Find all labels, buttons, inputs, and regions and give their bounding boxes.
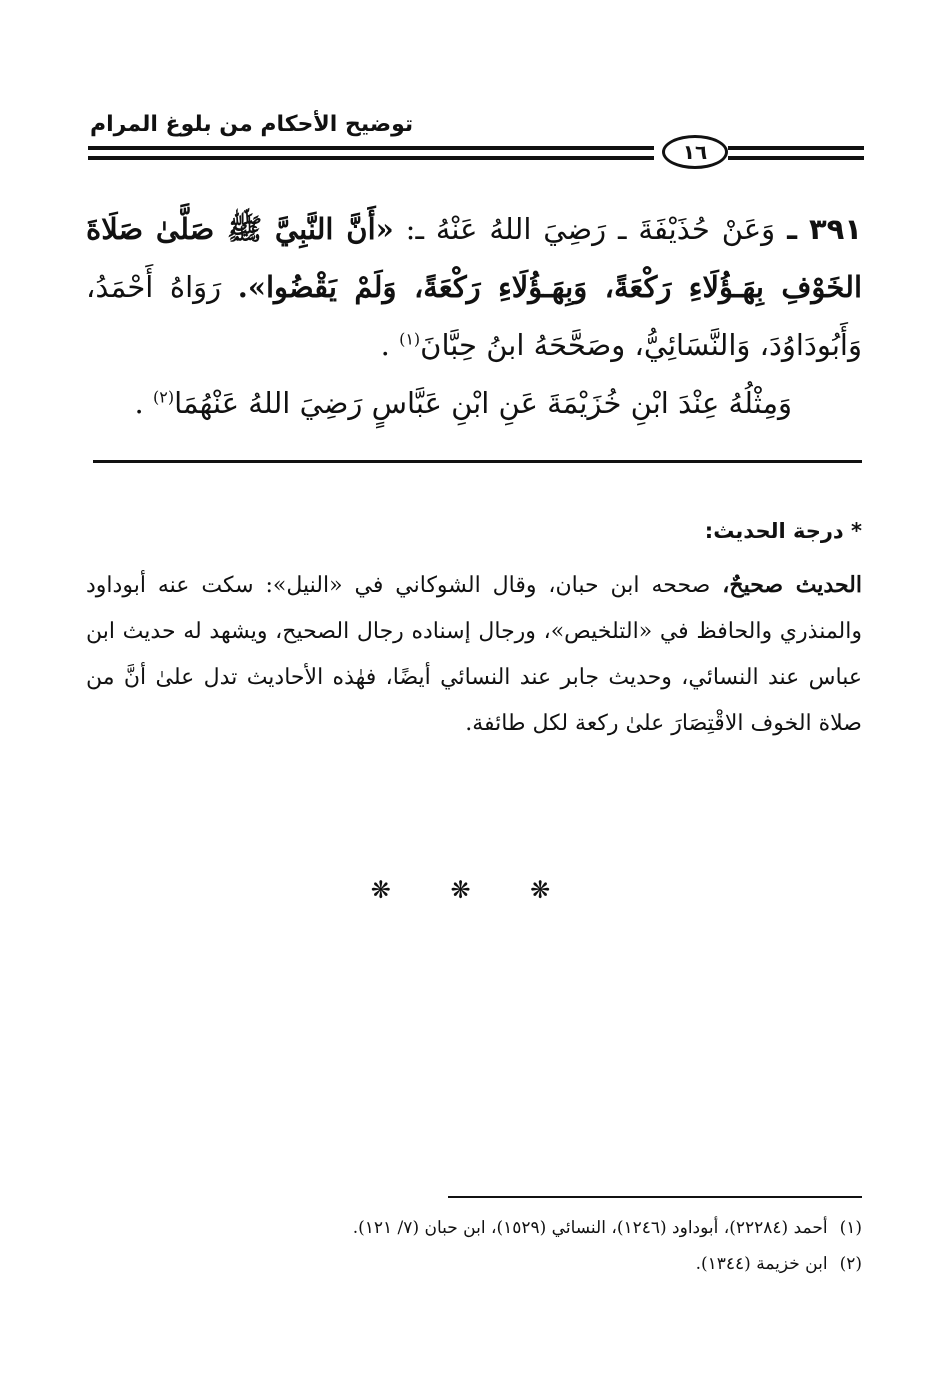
footnote-text: أحمد (٢٢٢٨٤)، أبوداود (١٢٤٦)، النسائي (١٥٢٩)، ابن حبان (٧/ ١٢١). — [352, 1218, 828, 1238]
section-divider — [93, 460, 862, 463]
hadith-number: ٣٩١ — [808, 212, 863, 246]
grade-heading: * درجة الحديث: — [704, 519, 862, 543]
hadith-intro: وَعَنْ حُذَيْفَةَ ـ رَضِيَ اللهُ عَنْهُ ـ: — [405, 212, 776, 246]
grade-lead: الحديث صحيحٌ، — [722, 572, 862, 598]
hadith-text — [86, 200, 862, 432]
footnote-1 — [86, 1210, 862, 1246]
page-number: ١٦ — [662, 135, 728, 169]
footnote-ref-2[interactable]: (٢) — [152, 387, 175, 407]
footnote-2 — [86, 1246, 862, 1282]
hadith-grade-section — [86, 508, 862, 747]
footnotes — [86, 1210, 862, 1282]
footnote-rule — [448, 1196, 862, 1198]
header-rule-top — [88, 146, 864, 150]
hadith-narration: رَوَاهُ أَحْمَدُ، وَأَبُودَاوُدَ، وَالنَّسَائِيُّ، وصَحَّحَهُ ابنُ حِبَّانَ — [86, 270, 862, 362]
hadith-quote: «أَنَّ النَّبِيَّ ﷺ صَلَّىٰ صَلَاةَ الخَوْفِ بِهَـؤُلَاءِ رَكْعَةً، وَبِهَـؤُلَاءِ رَكْعَةً، وَلَمْ يَقْضُوا». — [86, 212, 862, 304]
section-separator-stars: ❋ ❋ ❋ — [370, 876, 577, 904]
hadith-paragraph — [86, 200, 862, 374]
grade-body — [86, 562, 862, 747]
footnote-number: (١) — [839, 1218, 862, 1238]
footnote-ref-1[interactable]: (١) — [399, 329, 421, 349]
running-header-title: توضيح الأحكام من بلوغ المرام — [90, 112, 414, 137]
header-rule-bottom — [88, 156, 864, 160]
hadith-paragraph-2 — [86, 374, 862, 432]
hadith-end-1: . — [380, 328, 390, 362]
footnote-text: ابن خزيمة (١٣٤٤). — [695, 1254, 828, 1274]
grade-text: صححه ابن حبان، وقال الشوكاني في «النيل»: سكت عنه أبوداود والمنذري والحافظ في «التلخيص»، ورجال إسناده رجال الصحيح، ويشهد له حديث ابن عباس عند النسائي، وحديث جابر عند النسائي أيضًا، فهٰذه الأحاديث تدل علىٰ أنَّ من صلاة الخوف الاقْتِصَارَ علىٰ ركعة لكل طائفة. — [86, 573, 862, 736]
footnote-number: (٢) — [839, 1254, 862, 1274]
hadith-line-2: وَمِثْلُهُ عِنْدَ ابْنِ خُزَيْمَةَ عَنِ ابْنِ عَبَّاسٍ رَضِيَ اللهُ عَنْهُمَا — [174, 386, 792, 420]
hadith-end-2: . — [134, 386, 144, 420]
hadith-dash: ـ — [787, 212, 798, 246]
